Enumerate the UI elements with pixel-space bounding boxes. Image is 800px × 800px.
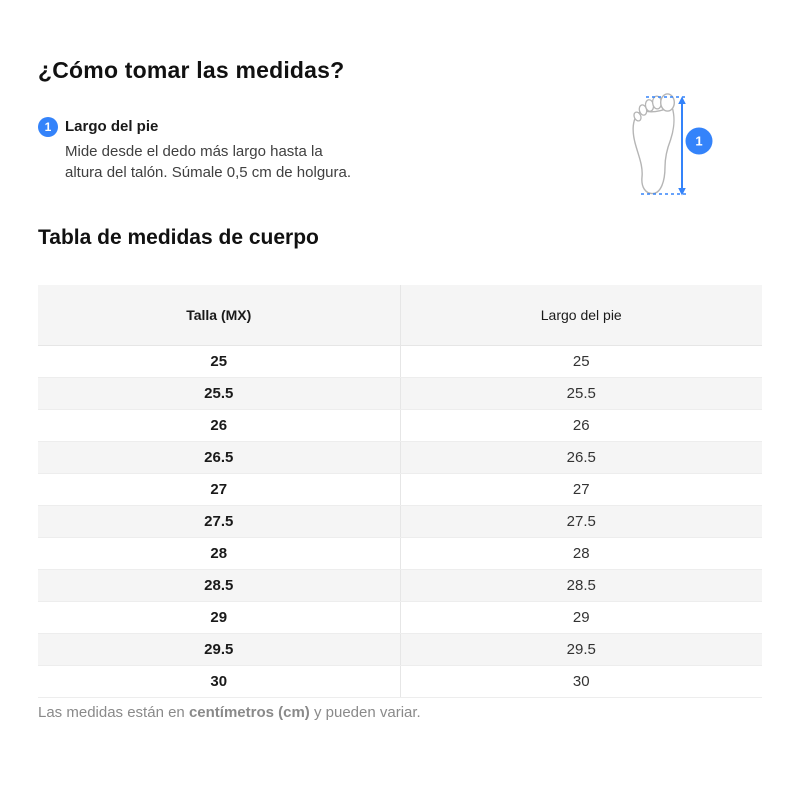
cell-largo: 26.5 bbox=[566, 449, 596, 466]
foot-outline-icon bbox=[628, 90, 718, 202]
table-row bbox=[38, 570, 762, 602]
footnote-prefix: Las medidas están en bbox=[38, 704, 189, 721]
cell-talla: 26 bbox=[38, 410, 401, 441]
cell-largo: 25 bbox=[572, 353, 590, 370]
cell-talla: 26.5 bbox=[38, 442, 401, 473]
cell-largo: 29.5 bbox=[566, 641, 596, 658]
table-row bbox=[38, 378, 762, 410]
cell-talla: 25.5 bbox=[38, 378, 401, 409]
table-section-title: Tabla de medidas de cuerpo bbox=[38, 226, 319, 249]
step-description: Mide desde el dedo más largo hasta la altura del talón. Súmale 0,5 cm de holgura. bbox=[65, 143, 352, 181]
cell-largo: 30 bbox=[572, 673, 590, 690]
table-row bbox=[38, 602, 762, 634]
units-footnote bbox=[38, 703, 421, 723]
step-label: Largo del pie bbox=[65, 118, 159, 135]
column-header-largo: Largo del pie bbox=[540, 307, 622, 323]
table-row bbox=[38, 634, 762, 666]
size-table bbox=[38, 285, 762, 698]
step-number-badge: 1 bbox=[38, 117, 58, 137]
size-table-body bbox=[38, 346, 762, 698]
footnote-bold: centímetros (cm) bbox=[188, 704, 310, 721]
cell-talla: 28.5 bbox=[38, 570, 401, 601]
page-title: ¿Cómo tomar las medidas? bbox=[38, 57, 345, 83]
cell-talla: 28 bbox=[38, 538, 401, 569]
table-row bbox=[38, 346, 762, 378]
table-row bbox=[38, 474, 762, 506]
cell-talla: 27 bbox=[38, 474, 401, 505]
footnote-suffix: y pueden variar. bbox=[309, 704, 421, 721]
cell-largo: 27.5 bbox=[566, 513, 596, 530]
cell-largo: 29 bbox=[572, 609, 590, 626]
measurement-step bbox=[38, 116, 361, 183]
diagram-badge-number: 1 bbox=[695, 133, 703, 149]
table-row bbox=[38, 442, 762, 474]
cell-largo: 28 bbox=[572, 545, 590, 562]
table-row bbox=[38, 538, 762, 570]
cell-talla: 29 bbox=[38, 602, 401, 633]
cell-talla: 27.5 bbox=[38, 506, 401, 537]
cell-largo: 26 bbox=[572, 417, 590, 434]
cell-largo: 27 bbox=[572, 481, 590, 498]
cell-talla: 30 bbox=[38, 666, 401, 697]
table-header-row bbox=[38, 285, 762, 346]
cell-largo: 28.5 bbox=[566, 577, 596, 594]
cell-talla: 25 bbox=[38, 346, 401, 377]
table-row bbox=[38, 666, 762, 698]
step-text bbox=[65, 116, 361, 183]
column-header-talla: Talla (MX) bbox=[38, 285, 401, 345]
table-row bbox=[38, 506, 762, 538]
foot-measurement-diagram bbox=[628, 90, 718, 202]
table-row bbox=[38, 410, 762, 442]
cell-largo: 25.5 bbox=[566, 385, 596, 402]
cell-talla: 29.5 bbox=[38, 634, 401, 665]
